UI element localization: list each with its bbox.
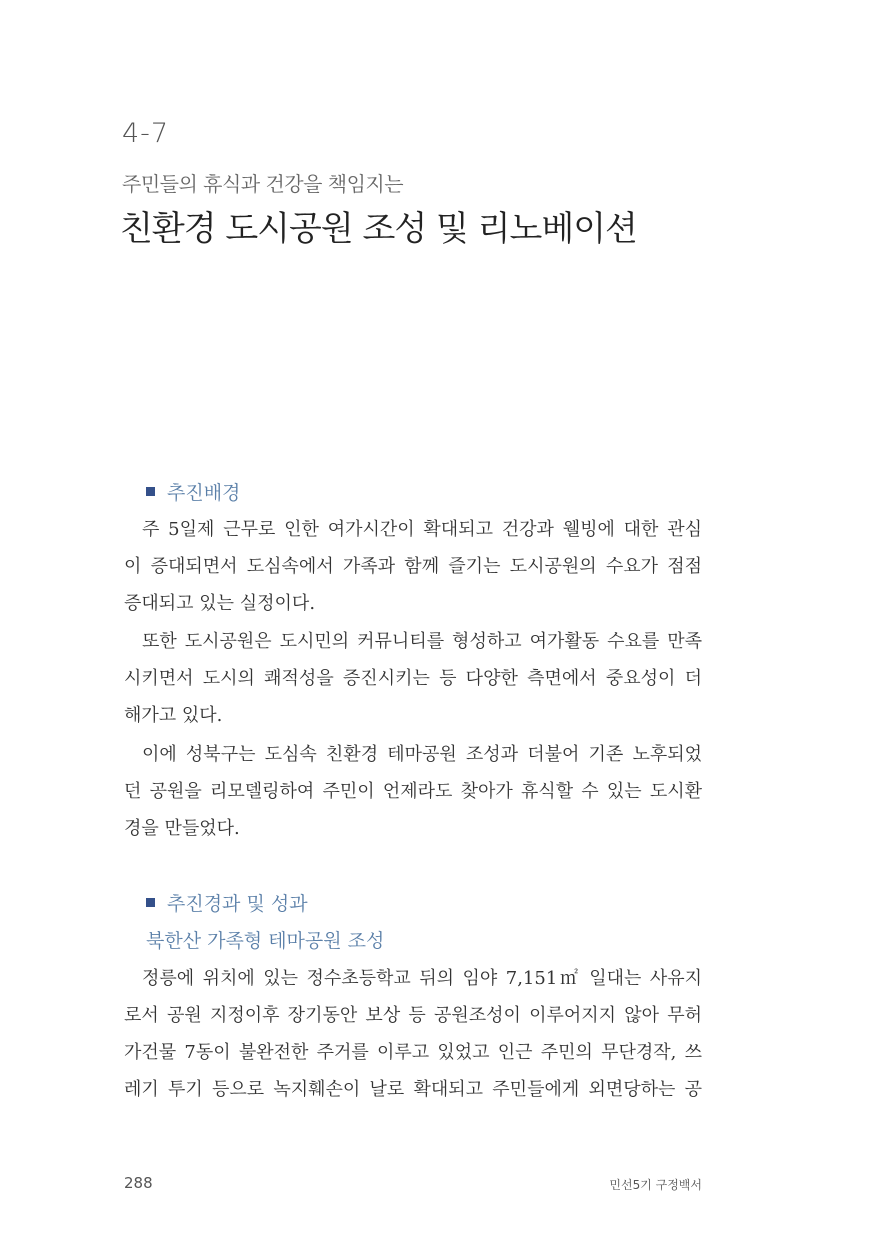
paragraph-line: 레기 투기 등으로 녹지훼손이 날로 확대되고 주민들에게 외면당하는 공 xyxy=(124,1079,702,1100)
paragraph-line: 이에 성북구는 도심속 친환경 테마공원 조성과 더불어 기존 노후되었 xyxy=(142,744,702,765)
chapter-number: 4-7 xyxy=(122,118,170,149)
sub-heading: 북한산 가족형 테마공원 조성 xyxy=(146,930,385,952)
chapter-title: 친환경 도시공원 조성 및 리노베이션 xyxy=(120,209,637,249)
paragraph-line: 해가고 있다. xyxy=(124,705,223,726)
section-heading-label: 추진경과 및 성과 xyxy=(167,893,308,915)
square-bullet-icon xyxy=(146,898,155,907)
paragraph-line: 증대되고 있는 실정이다. xyxy=(124,593,316,614)
section-heading-results xyxy=(146,889,308,916)
chapter-subtitle: 주민들의 휴식과 건강을 책임지는 xyxy=(122,172,404,196)
section-heading-background xyxy=(146,478,240,505)
page-number: 288 xyxy=(124,1174,153,1192)
paragraph-line: 경을 만들었다. xyxy=(124,818,240,839)
paragraph-line: 가건물 7동이 불완전한 주거를 이루고 있었고 인근 주민의 무단경작, 쓰 xyxy=(124,1042,702,1063)
paragraph-line: 이 증대되면서 도심속에서 가족과 함께 즐기는 도시공원의 수요가 점점 xyxy=(124,556,702,577)
paragraph-line: 정릉에 위치에 있는 정수초등학교 뒤의 임야 7,151㎡ 일대는 사유지 xyxy=(142,968,702,989)
paragraph-line: 주 5일제 근무로 인한 여가시간이 확대되고 건강과 웰빙에 대한 관심 xyxy=(142,519,702,540)
paragraph-line: 또한 도시공원은 도시민의 커뮤니티를 형성하고 여가활동 수요를 만족 xyxy=(142,631,702,652)
book-title: 민선5기 구정백서 xyxy=(609,1178,702,1192)
paragraph-line: 시키면서 도시의 쾌적성을 증진시키는 등 다양한 측면에서 중요성이 더 xyxy=(124,668,702,689)
square-bullet-icon xyxy=(146,487,155,496)
paragraph-line: 로서 공원 지정이후 장기동안 보상 등 공원조성이 이루어지지 않아 무허 xyxy=(124,1005,702,1026)
paragraph-line: 던 공원을 리모델링하여 주민이 언제라도 찾아가 휴식할 수 있는 도시환 xyxy=(124,781,702,802)
section-heading-label: 추진배경 xyxy=(167,482,241,504)
